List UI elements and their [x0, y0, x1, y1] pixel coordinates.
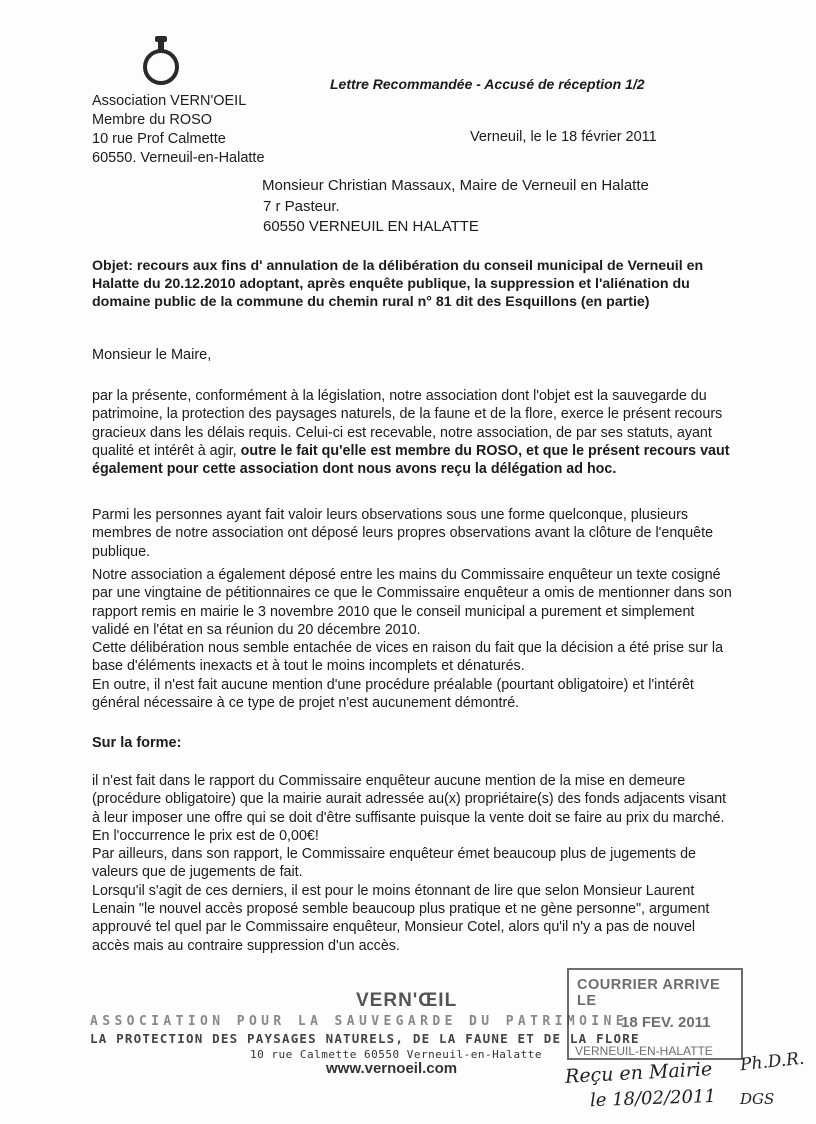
sender-name: Association VERN'OEIL: [92, 93, 247, 109]
salutation: Monsieur le Maire,: [92, 347, 212, 363]
paragraph-line: Par ailleurs, dans son rapport, le Commissaire enquêteur émet beaucoup plus de jugements de valeurs que de jugements de fait.: [92, 846, 696, 881]
association-logo-icon: [136, 34, 186, 86]
recipient-city: 60550 VERNEUIL EN HALATTE: [263, 218, 479, 235]
footer-title: VERN'ŒIL: [356, 990, 458, 1011]
stamp-label: COURRIER ARRIVE LE: [577, 977, 721, 1009]
registered-letter-note: Lettre Recommandée - Accusé de réception 1/2: [330, 76, 645, 92]
paragraph-line: il n'est fait dans le rapport du Commissaire enquêteur aucune mention de la mise en demeure (procédure obligatoire) que la mairie aurait adressée au(x) propriétaire(s) des fonds adjacents visant à leur imposer une offre qui se doit d'être suffisante puisque la vente doit se faire au prix du marché.: [92, 773, 727, 826]
footer-address: 10 rue Calmette 60550 Verneuil-en-Halatte: [250, 1048, 543, 1061]
paragraph-intro-text: par la présente, conformément à la législation, notre association dont l'objet est la sauvegarde du patrimoine, la protection des paysages naturels, de la faune et de la flore, exerce le présent recours gracieux dans les délais requis. Celui-ci est recevable, notre association, de par ses statuts, ayant qualité et intérêt à agir,: [92, 388, 723, 459]
recipient-address: [262, 176, 649, 238]
footer-website: www.vernoeil.com: [326, 1060, 458, 1077]
recipient-street: 7 r Pasteur.: [263, 197, 340, 215]
paragraph-observations: Parmi les personnes ayant fait valoir leurs observations sous une forme quelconque, plusieurs membres de notre association ont déposé leurs propres observations avant la clôture de l'enquête publique.: [92, 507, 714, 560]
paragraph-intro: [92, 387, 732, 478]
handwritten-received-note: Reçu en Mairie: [564, 1058, 713, 1088]
footer-tagline-1: ASSOCIATION POUR LA SAUVEGARDE DU PATRIMOINE: [90, 1014, 628, 1029]
recipient-name: Monsieur Christian Massaux, Maire de Verneuil en Halatte: [262, 177, 649, 194]
section-heading-forme: Sur la forme:: [92, 735, 182, 751]
stamp-date: 18 FEV. 2011: [621, 1014, 711, 1031]
handwritten-initials: Ph.D.R.: [739, 1048, 806, 1076]
letter-date: Verneuil, le le 18 février 2011: [470, 129, 657, 145]
paragraph-forme: [92, 772, 732, 955]
handwritten-date: le 18/02/2011: [589, 1085, 717, 1112]
sender-address: [92, 92, 265, 168]
paragraph-line: Notre association a également déposé entre les mains du Commissaire enquêteur un texte cosigné par une vingtaine de pétitionnaires ce que le Commissaire enquêteur a omis de mentionner dans son rapport remis en mairie le 3 novembre 2010 que le conseil municipal a purement et simplement validé en l'état en sa réunion du 20 décembre 2010.: [92, 567, 732, 638]
handwritten-dgs: DGS: [740, 1090, 775, 1108]
sender-membership: Membre du ROSO: [92, 112, 213, 128]
letter-subject: Objet: recours aux fins d' annulation de la délibération du conseil municipal de Verneuil en Halatte du 20.12.2010 adoptant, après enquête publique, la suppression et l'aliénation du domaine public de la commune du chemin rural n° 81 dit des Esquillons (en partie): [92, 258, 704, 311]
paragraph-line: Lorsqu'il s'agit de ces derniers, il est pour le moins étonnant de lire que selon Monsieur Laurent Lenain "le nouvel accès proposé semble beaucoup plus pratique et ne gène personne", argument approuvé tel quel par le Commissaire enquêteur, Monsieur Cotel, alors qu'il n'y a pas de nouvel accès mais au contraire suppression d'un accès.: [92, 882, 710, 954]
paragraph-line: En outre, il n'est fait aucune mention d'une procédure préalable (pourtant obligatoire) et l'intérêt général nécessaire à ce type de projet n'est aucunement démontré.: [92, 676, 694, 712]
paragraph-line: Cette délibération nous semble entachée de vices en raison du fait que la décision a été prise sur la base d'éléments inexacts et à tout le moins incomplets et dénaturés.: [92, 640, 724, 675]
received-stamp: [567, 968, 743, 1060]
footer-tagline-2: LA PROTECTION DES PAYSAGES NATURELS, DE LA FAUNE ET DE LA FLORE: [90, 1031, 640, 1046]
paragraph-line: En l'occurrence le prix est de 0,00€!: [92, 827, 319, 844]
sender-street: 10 rue Prof Calmette: [92, 131, 226, 147]
paragraph-intro-bold: outre le fait qu'elle est membre du ROSO, et que le présent recours vaut également pour cette association dont nous avons reçu la délégation ad hoc.: [92, 442, 730, 478]
paragraph-petition: [92, 566, 732, 712]
sender-city: 60550. Verneuil-en-Halatte: [92, 150, 265, 166]
stamp-city: VERNEUIL-EN-HALATTE: [575, 1044, 713, 1058]
